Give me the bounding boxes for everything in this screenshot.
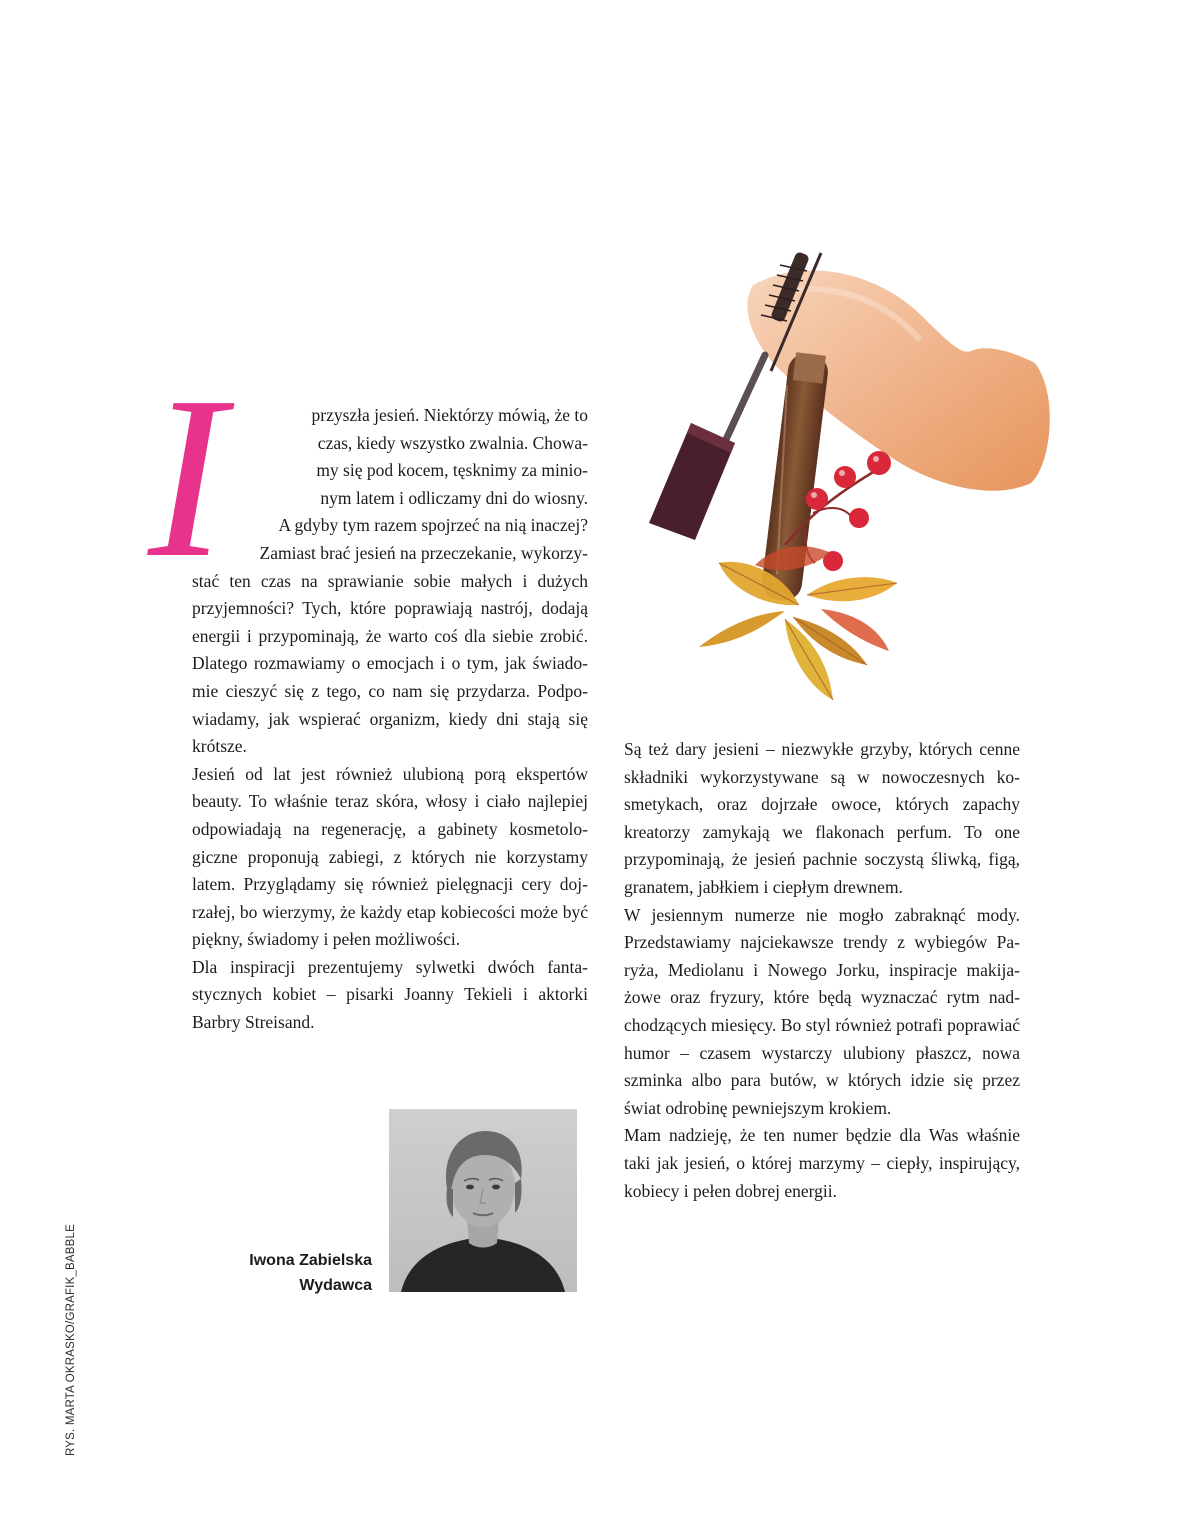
opening-lines [192,402,588,568]
paragraph: W jesiennym numerze nie mogło zabraknąć mody. Przedstawiamy najciekawsze trendy z wybiegów Paryża, Mediolanu i Nowego Jorku, inspiracje makijażowe oraz fryzury, które będą wyznaczać rytm nadchodzących miesięcy. Bo styl również potrafi poprawiać humor – czasem wystarczy ulubiony płaszcz, nowa szminka albo para butów, w których idzie się przez świat odrobinę pewniejszym krokiem. [624,904,1020,1118]
signature [190,1248,372,1298]
opening-line: czas, kiedy wszystko zwalnia. Chowa- [317,432,588,453]
paragraph: Są też dary jesieni – niezwykłe grzyby, których cenne składniki wykorzystywane są w nowoczesnych kosmetykach, oraz dojrzałe owoce, których zapachy kreatorzy zamykają we flakonach perfum. To one przypominają, że jesień pachnie soczystą śliwką, figą, granatem, jabłkiem i ciepłym drewnem. [624,739,1020,897]
opening-line: Zamiast brać jesień na przeczekanie, wykorzy- [259,542,588,563]
drop-cap-letter: I [148,349,226,606]
mascara-cap [649,423,735,540]
credit-text: RYS. MARTA OKRASKO/GRAFIK_BABBLE [65,1223,78,1457]
paragraph: Dla inspiracji prezentujemy sylwetki dwóch fantastycznych kobiet – pisarki Joanny Tekieli i aktorki Barbry Streisand. [192,956,588,1033]
opening-line: nym latem i odliczamy dni do wiosny. [320,487,588,508]
author-role: Wydawca [299,1277,372,1294]
opening-line: my się pod kocem, tęsknimy za minio- [316,460,588,481]
illustration-credit [58,1210,84,1470]
author-portrait [389,1109,577,1292]
opening-line: przyszła jesień. Niektórzy mówią, że to [311,405,588,425]
left-text-column [192,402,588,1037]
paragraph: Jesień od lat jest również ulubioną porą ekspertów beauty. To właśnie teraz skóra, włosy i ciało najlepiej odpowiadają na regenerację, a gabinety kosmetologiczne proponują zabiegi, z których nie korzystamy latem. Przyglądamy się również pielęgnacji cery dojrzałej, bo wierzymy, że każdy etap kobiecości może być piękny, świadomy i pełen możliwości. [192,763,588,950]
autumn-mascara-illustration [635,245,1055,710]
paragraph: stać ten czas na sprawianie sobie małych i dużych przyjemności? Tych, które poprawiają nastrój, dodają energii i przypominają, że warto coś dla siebie zrobić. Dlatego rozmawiamy o emocjach i o tym, jak świadomie cieszyć się z tego, co nam się przydarza. Podpowiadamy, jak wspierać organizm, kiedy dni stają się krótsze. [192,570,588,757]
left-body-text [192,568,588,1037]
opening-line: A gdyby tym razem spojrzeć na nią inaczej? [278,515,588,536]
author-name: Iwona Zabielska [249,1252,372,1269]
paragraph: Mam nadzieję, że ten numer będzie dla Was właśnie taki jak jesień, o której marzymy – ciepły, inspirujący, kobiecy i pełen dobrej energii. [624,1125,1020,1201]
right-text-column [624,736,1020,1205]
